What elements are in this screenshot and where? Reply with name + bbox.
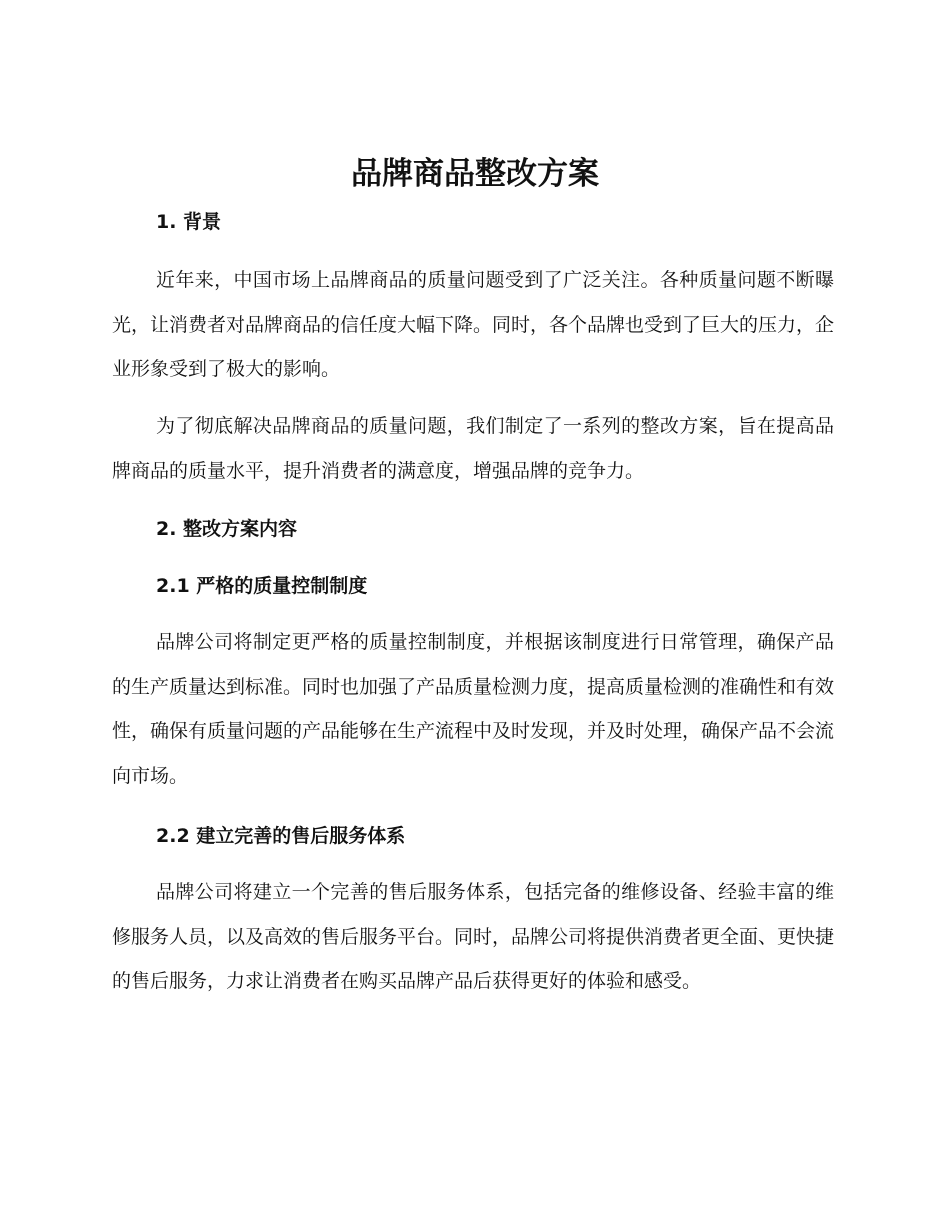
subsection-heading-after-sales: 2.2 建立完善的售后服务体系 <box>156 825 406 847</box>
paragraph-quality-control: 品牌公司将制定更严格的质量控制制度，并根据该制度进行日常管理，确保产品的生产质量达到标准。同时也加强了产品质量检测力度，提高质量检测的准确性和有效性，确保有质量问题的产品能够在生产流程中及时发现，并及时处理，确保产品不会流向市场。 <box>112 631 835 787</box>
section-heading-background: 1. 背景 <box>156 211 222 233</box>
subsection-heading-quality-control: 2.1 严格的质量控制制度 <box>156 575 368 597</box>
document-title: 品牌商品整改方案 <box>351 156 599 192</box>
section-heading-plan-content: 2. 整改方案内容 <box>156 518 298 540</box>
paragraph-after-sales: 品牌公司将建立一个完善的售后服务体系，包括完备的维修设备、经验丰富的维修服务人员，以及高效的售后服务平台。同时，品牌公司将提供消费者更全面、更快捷的售后服务，力求让消费者在购买品牌产品后获得更好的体验和感受。 <box>112 881 835 992</box>
paragraph-background-1: 近年来，中国市场上品牌商品的质量问题受到了广泛关注。各种质量问题不断曝光，让消费者对品牌商品的信任度大幅下降。同时，各个品牌也受到了巨大的压力，企业形象受到了极大的影响。 <box>112 269 835 380</box>
paragraph-background-2: 为了彻底解决品牌商品的质量问题，我们制定了一系列的整改方案，旨在提高品牌商品的质量水平，提升消费者的满意度，增强品牌的竞争力。 <box>112 415 834 482</box>
